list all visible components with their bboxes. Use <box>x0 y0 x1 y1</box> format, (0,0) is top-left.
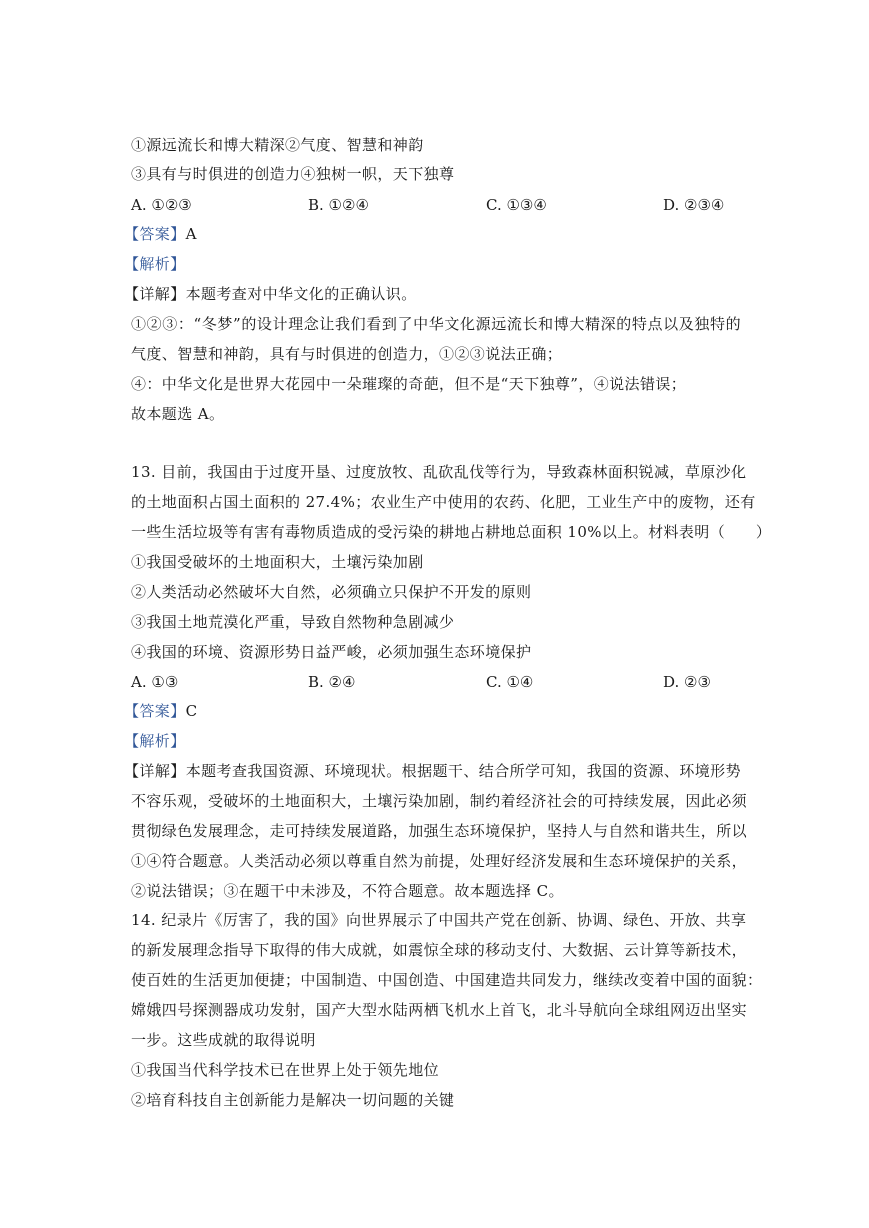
q14-stem-line-2: 的新发展理念指导下取得的伟大成就，如震惊全球的移动支付、大数据、云计算等新技术， <box>131 941 748 959</box>
q13-answer <box>124 701 198 721</box>
q13-detail-line-2: 不容乐观，受破坏的土地面积大，土壤污染加剧，制约着经济社会的可持续发展，因此必须 <box>131 792 748 810</box>
answer-tag: 【答案】 <box>124 225 186 243</box>
q12-option-d: D. ②③④ <box>663 196 725 214</box>
q12-statements-1-2: ①源远流长和博大精深②气度、智慧和神韵 <box>131 136 424 154</box>
q12-option-a: A. ①②③ <box>131 196 192 214</box>
detail-tag: 【详解】 <box>124 285 186 303</box>
detail-tag: 【详解】 <box>124 762 186 780</box>
detail-text: 本题考查对中华文化的正确认识。 <box>185 285 417 303</box>
q13-stem-line-3: 一些生活垃圾等有害有毒物质造成的受污染的耕地占耕地总面积 10%以上。材料表明（ ） <box>131 523 772 541</box>
answer-tag: 【答案】 <box>124 702 186 720</box>
q13-stem-line-1: 13. 目前，我国由于过度开垦、过度放牧、乱砍乱伐等行为，导致森林面积锐减，草原沙化 <box>131 463 747 481</box>
q12-option-c: C. ①③④ <box>486 196 547 214</box>
q14-statement-1: ①我国当代科学技术已在世界上处于领先地位 <box>131 1061 440 1079</box>
q12-option-b: B. ①②④ <box>308 196 369 214</box>
q13-statement-3: ③我国土地荒漠化严重，导致自然物种急剧减少 <box>131 613 455 631</box>
answer-value: A <box>185 225 197 243</box>
q13-option-a: A. ①③ <box>131 673 179 691</box>
q13-analysis-tag: 【解析】 <box>124 732 186 750</box>
q13-option-b: B. ②④ <box>308 673 356 691</box>
q12-detail-line-3: 气度、智慧和神韵，具有与时俱进的创造力，①②③说法正确； <box>131 345 563 363</box>
q14-stem-line-5: 一步。这些成就的取得说明 <box>131 1031 316 1049</box>
q13-option-c: C. ①④ <box>486 673 534 691</box>
q13-detail-line-5: ②说法错误；③在题干中未涉及，不符合题意。故本题选择 C。 <box>131 882 564 900</box>
q14-stem-line-3: 使百姓的生活更加便捷；中国制造、中国创造、中国建造共同发力，继续改变着中国的面貌： <box>131 971 763 989</box>
q12-analysis-tag: 【解析】 <box>124 255 186 273</box>
q14-stem-line-4: 嫦娥四号探测器成功发射，国产大型水陆两栖飞机水上首飞，北斗导航向全球组网迈出坚实 <box>131 1001 748 1019</box>
q12-detail-line-2: ①②③：“冬梦”的设计理念让我们看到了中华文化源远流长和博大精深的特点以及独特的 <box>131 315 741 333</box>
q14-stem-line-1: 14. 纪录片《厉害了，我的国》向世界展示了中国共产党在创新、协调、绿色、开放、共享 <box>131 911 747 929</box>
q13-statement-2: ②人类活动必然破坏大自然，必须确立只保护不开发的原则 <box>131 583 532 601</box>
q13-statement-1: ①我国受破坏的土地面积大，土壤污染加剧 <box>131 553 424 571</box>
q12-detail-line-5: 故本题选 A。 <box>131 405 225 423</box>
q13-statement-4: ④我国的环境、资源形势日益严峻，必须加强生态环境保护 <box>131 643 532 661</box>
answer-value: C <box>185 702 198 720</box>
detail-text: 本题考查我国资源、环境现状。根据题干、结合所学可知，我国的资源、环境形势 <box>185 762 741 780</box>
q12-detail-line-4: ④：中华文化是世界大花园中一朵璀璨的奇葩，但不是“天下独尊”，④说法错误； <box>131 375 687 393</box>
q13-option-d: D. ②③ <box>663 673 711 691</box>
q13-detail-line-3: 贯彻绿色发展理念，走可持续发展道路，加强生态环境保护，坚持人与自然和谐共生，所以 <box>131 822 748 840</box>
q12-statements-3-4: ③具有与时俱进的创造力④独树一帜，天下独尊 <box>131 165 455 183</box>
q12-detail-line-1 <box>124 284 417 304</box>
q13-detail-line-1 <box>124 761 741 781</box>
q14-statement-2: ②培育科技自主创新能力是解决一切问题的关键 <box>131 1091 455 1109</box>
q13-stem-line-2: 的土地面积占国土面积的 27.4%；农业生产中使用的农药、化肥，工业生产中的废物，还有 <box>131 493 756 511</box>
q12-answer <box>124 224 197 244</box>
q13-detail-line-4: ①④符合题意。人类活动必须以尊重自然为前提，处理好经济发展和生态环境保护的关系， <box>131 852 748 870</box>
